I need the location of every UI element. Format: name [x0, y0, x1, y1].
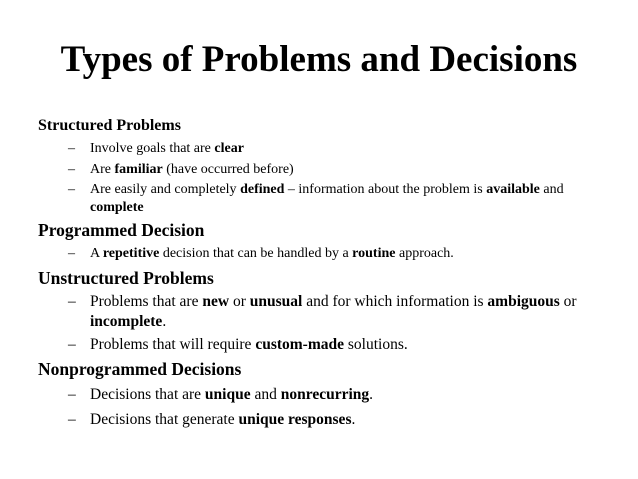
bullet-text: Problems that will require	[90, 335, 256, 353]
bullet-text: and	[539, 182, 564, 197]
dash-marker: –	[68, 385, 76, 403]
bold-term: clear	[214, 141, 244, 156]
bullet-text: Decisions that are	[90, 385, 205, 403]
bullet-item	[38, 335, 618, 355]
bullet-item	[38, 292, 618, 332]
bullet-item	[38, 410, 618, 430]
bold-term: unusual	[249, 292, 303, 310]
dash-marker: –	[68, 141, 75, 156]
bullet-item	[38, 245, 618, 263]
bullet-text: Decisions that generate	[90, 410, 239, 428]
bullet-list	[38, 292, 618, 355]
bold-term: familiar	[114, 161, 163, 177]
section-heading: Unstructured Problems	[38, 267, 214, 288]
section-structured-problems	[38, 116, 618, 216]
bold-term: new	[202, 292, 230, 310]
dash-marker: –	[68, 182, 75, 197]
bold-term: unique responses	[238, 410, 352, 428]
bold-term: incomplete	[90, 312, 163, 330]
bold-term: routine	[352, 246, 396, 261]
bullet-text: and	[250, 385, 281, 403]
dash-marker: –	[68, 161, 75, 177]
bold-term: unique	[204, 385, 251, 403]
bold-term: complete	[90, 199, 144, 215]
dash-marker: –	[68, 410, 76, 428]
bullet-text: .	[162, 312, 167, 330]
bold-term: nonrecurring	[280, 385, 370, 403]
dash-marker: –	[68, 292, 76, 310]
section-programmed-decision	[38, 219, 618, 263]
bullet-list	[38, 385, 618, 430]
section-unstructured-problems	[38, 267, 618, 355]
bullet-text: approach.	[395, 246, 454, 261]
bold-term: ambiguous	[487, 292, 560, 310]
section-heading: Programmed Decision	[38, 220, 205, 240]
bullet-text: Involve goals that are	[90, 141, 215, 156]
bold-term: defined	[240, 182, 285, 197]
section-heading: Structured Problems	[38, 117, 181, 134]
bullet-text: or	[229, 292, 250, 310]
bullet-text: Problems that are	[90, 292, 203, 310]
bullet-text: A	[90, 246, 103, 261]
bullet-list	[38, 140, 618, 216]
bullet-text: or	[559, 292, 577, 310]
bullet-item	[38, 140, 618, 158]
bullet-text: solutions.	[344, 335, 408, 353]
bullet-text: (have occurred before)	[162, 161, 294, 177]
bullet-text: .	[369, 385, 374, 403]
bullet-text: Are easily and completely	[90, 182, 241, 197]
section-heading: Nonprogrammed Decisions	[38, 358, 242, 379]
bullet-text: Are	[90, 161, 115, 177]
bold-term: repetitive	[102, 246, 160, 261]
bullet-text: .	[351, 410, 356, 428]
bold-term: available	[486, 182, 540, 197]
section-nonprogrammed-decisions	[38, 358, 618, 430]
bullet-text: decision that can be handled by a	[159, 246, 353, 261]
dash-marker: –	[68, 335, 76, 353]
slide-title: Types of Problems and Decisions	[60, 39, 578, 80]
dash-marker: –	[68, 246, 75, 261]
slide-content	[38, 116, 618, 435]
bullet-list	[38, 245, 618, 263]
bullet-item	[38, 385, 618, 405]
bullet-text: – information about the problem is	[284, 182, 487, 197]
bold-term: custom-made	[255, 335, 344, 353]
bullet-item	[38, 181, 618, 216]
bullet-item	[38, 161, 618, 179]
bullet-text: and for which information is	[302, 292, 488, 310]
